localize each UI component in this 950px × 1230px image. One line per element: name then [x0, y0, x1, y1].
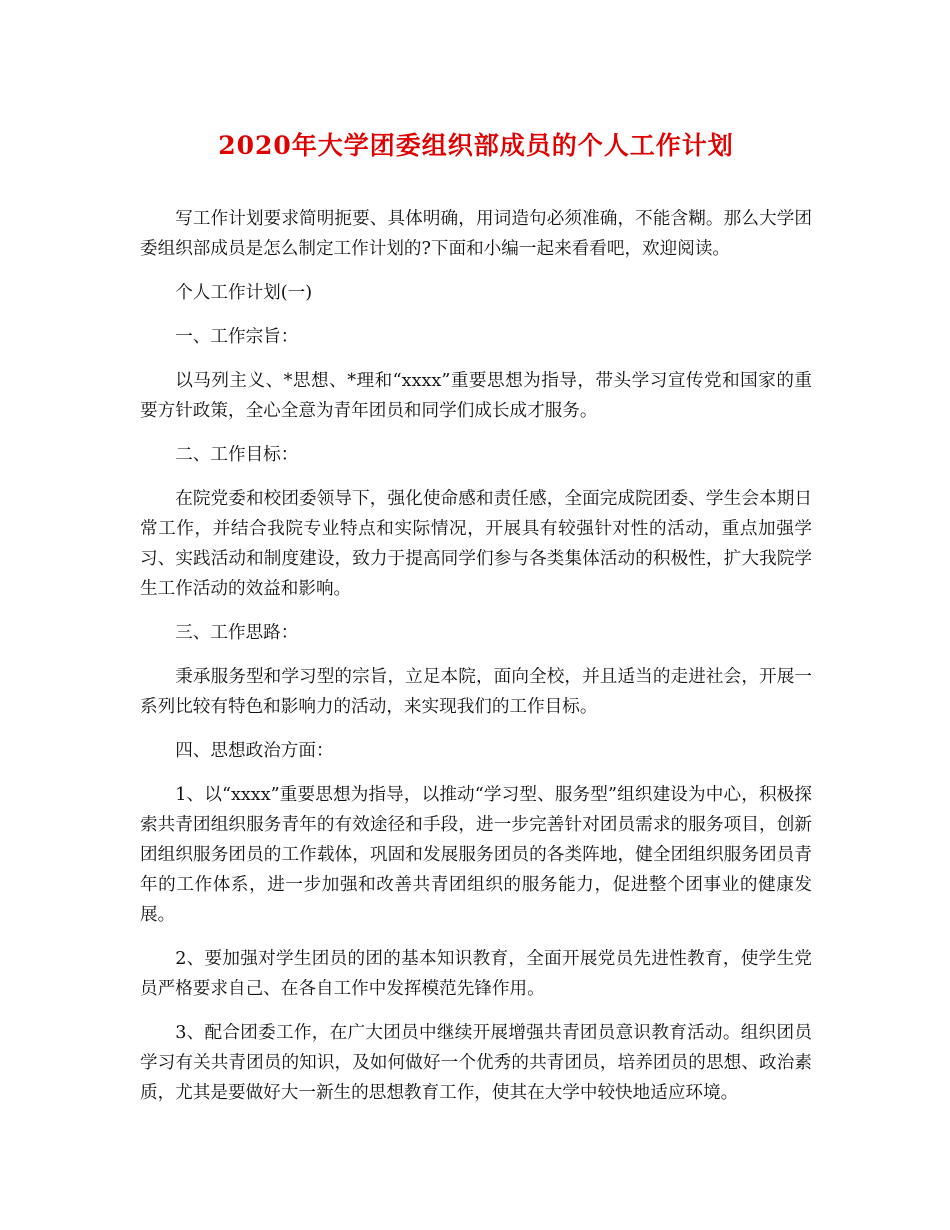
body-paragraph: 在院党委和校团委领导下，强化使命感和责任感，全面完成院团委、学生会本期日常工作，并结合我院专业特点和实际情况，开展具有较强针对性的活动，重点加强学习、实践活动和制度建设，致力于提高同学们参与各类集体活动的积极性，扩大我院学生工作活动的效益和影响。 — [140, 489, 812, 599]
section-heading: 一、工作宗旨： — [175, 327, 299, 347]
body-paragraph: 秉承服务型和学习型的宗旨，立足本院，面向全校，并且适当的走进社会，开展一系列比较有特色和影响力的活动，来实现我们的工作目标。 — [140, 667, 812, 717]
body-paragraph: 2、要加强对学生团员的团的基本知识教育，全面开展党员先进性教育，使学生党员严格要求自己、在各自工作中发挥模范先锋作用。 — [140, 949, 812, 999]
section-heading: 二、工作目标： — [175, 445, 299, 465]
body-paragraph: 写工作计划要求简明扼要、具体明确，用词造句必须准确，不能含糊。那么大学团委组织部成员是怎么制定工作计划的?下面和小编一起来看看吧，欢迎阅读。 — [140, 209, 812, 259]
section-heading: 四、思想政治方面： — [175, 741, 334, 761]
document-body — [140, 204, 812, 1108]
section-heading: 三、工作思路： — [175, 623, 299, 643]
body-paragraph: 以马列主义、*思想、*理和“xxxx”重要思想为指导，带头学习宣传党和国家的重要方针政策，全心全意为青年团员和同学们成长成才服务。 — [140, 371, 812, 421]
document-page — [140, 128, 812, 1122]
document-title: 2020年大学团委组织部成员的个人工作计划 — [218, 131, 734, 160]
body-paragraph: 3、配合团委工作，在广大团员中继续开展增强共青团员意识教育活动。组织团员学习有关共青团员的知识，及如何做好一个优秀的共青团员，培养团员的思想、政治素质，尤其是要做好大一新生的思想教育工作，使其在大学中较快地适应环境。 — [140, 1023, 812, 1103]
body-paragraph: 1、以“xxxx”重要思想为指导，以推动“学习型、服务型”组织建设为中心，积极探索共青团组织服务青年的有效途径和手段，进一步完善针对团员需求的服务项目，创新团组织服务团员的工作载体，巩固和发展服务团员的各类阵地，健全团组织服务团员青年的工作体系，进一步加强和改善共青团组织的服务能力，促进整个团事业的健康发展。 — [140, 785, 812, 925]
section-heading: 个人工作计划(一) — [175, 283, 313, 303]
